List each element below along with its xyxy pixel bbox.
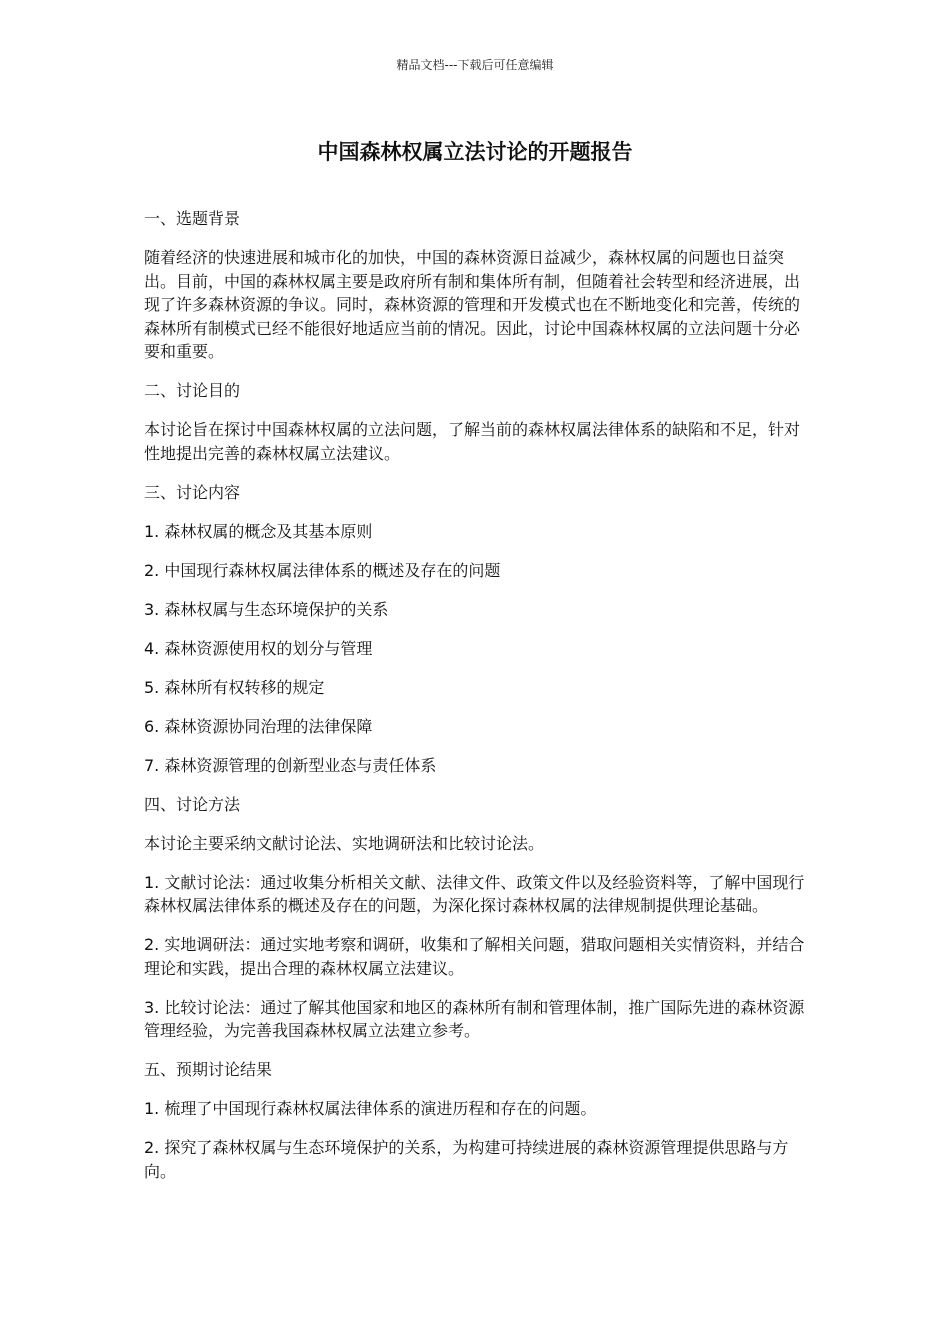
methods-intro-paragraph: 本讨论主要采纳文献讨论法、实地调研法和比较讨论法。: [144, 833, 545, 853]
content-item: 5. 森林所有权转移的规定: [144, 677, 325, 697]
method-item: 2. 实地调研法：通过实地考察和调研，收集和了解相关问题，猎取问题相关实情资料，并结合理论和实践，提出合理的森林权属立法建议。: [144, 935, 805, 978]
purpose-paragraph: 本讨论旨在探讨中国森林权属的立法问题，了解当前的森林权属法律体系的缺陷和不足，针对性地提出完善的森林权属立法建议。: [144, 420, 801, 463]
content-item: 2. 中国现行森林权属法律体系的概述及存在的问题: [144, 560, 501, 580]
content-item: 1. 森林权属的概念及其基本原则: [144, 521, 373, 541]
document-title: 中国森林权属立法讨论的开题报告: [317, 140, 633, 164]
background-paragraph: 随着经济的快速进展和城市化的加快，中国的森林资源日益减少，森林权属的问题也日益突出。目前，中国的森林权属主要是政府所有制和集体所有制，但随着社会转型和经济进展，出现了许多森林资源的争议。同时，森林资源的管理和开发模式也在不断地变化和完善，传统的森林所有制模式已经不能很好地适应当前的情况。因此，讨论中国森林权属的立法问题十分必要和重要。: [144, 248, 801, 361]
document-body: [144, 207, 808, 1199]
section-heading-content: 三、讨论内容: [144, 482, 241, 502]
section-heading-background: 一、选题背景: [144, 209, 241, 228]
content-item: 3. 森林权属与生态环境保护的关系: [144, 599, 389, 619]
section-heading-expected-results: 五、预期讨论结果: [144, 1060, 273, 1079]
content-item: 7. 森林资源管理的创新型业态与责任体系: [144, 755, 437, 775]
content-item: 6. 森林资源协同治理的法律保障: [144, 716, 373, 736]
section-heading-purpose: 二、讨论目的: [144, 381, 241, 400]
result-item: 1. 梳理了中国现行森林权属法律体系的演进历程和存在的问题。: [144, 1099, 597, 1118]
section-heading-methods: 四、讨论方法: [144, 794, 241, 814]
page-header: 精品文档---下载后可任意编辑: [396, 58, 554, 72]
method-item: 1. 文献讨论法：通过收集分析相关文献、法律文件、政策文件以及经验资料等，了解中国现行森林权属法律体系的概述及存在的问题，为深化探讨森林权属的法律规制提供理论基础。: [144, 872, 805, 915]
method-item: 3. 比较讨论法：通过了解其他国家和地区的森林所有制和管理体制，推广国际先进的森林资源管理经验，为完善我国森林权属立法建立参考。: [144, 997, 805, 1040]
content-item: 4. 森林资源使用权的划分与管理: [144, 638, 373, 658]
result-item: 2. 探究了森林权属与生态环境保护的关系，为构建可持续进展的森林资源管理提供思路与方向。: [144, 1138, 789, 1181]
